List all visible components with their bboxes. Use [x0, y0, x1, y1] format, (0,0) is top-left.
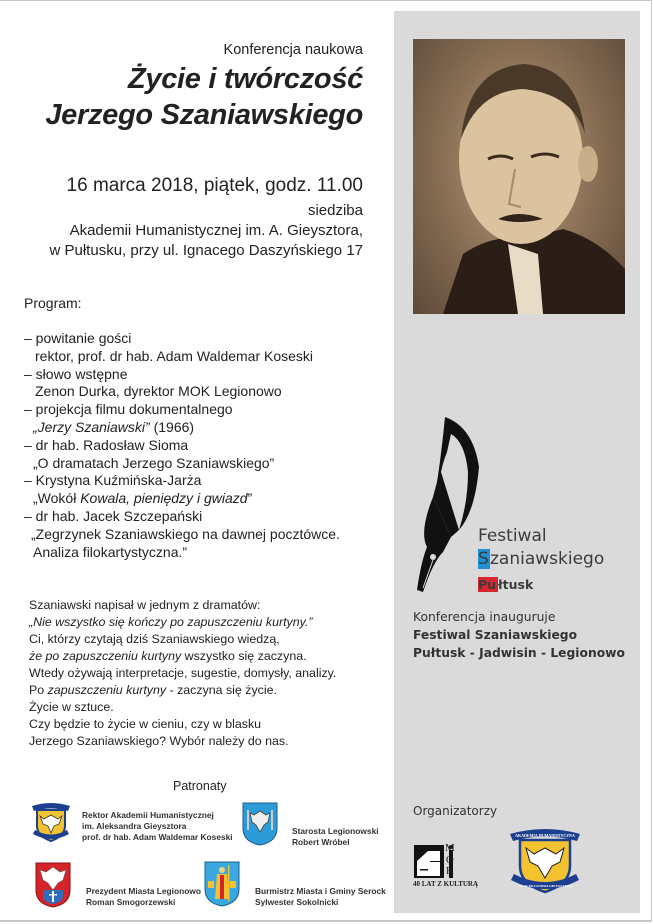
venue-line-2: Akademii Humanistycznej im. A. Gieysztora,	[69, 222, 363, 239]
mok-letter: O	[445, 853, 454, 866]
quote-italic: że po zapuszczeniu kurtyny	[29, 649, 182, 663]
festival-logo-line1: Festiwal	[478, 526, 547, 546]
quote-italic: „Nie wszystko się kończy po zapuszczeniu kurtyny.”	[29, 615, 313, 629]
quote-italic: zapuszczeniu kurtyny	[47, 683, 167, 697]
academy-ribbon-top: AKADEMIA HUMANISTYCZNA	[515, 833, 575, 838]
festival-logo-town: łtusk	[498, 577, 534, 592]
festival-logo-s: S	[478, 549, 489, 569]
program-item-detail: „O dramatach Jerzego Szaniawskiego”	[33, 454, 275, 471]
sidebar-line-3: Pułtusk - Jadwisin - Legionowo	[413, 646, 625, 660]
event-date: 16 marca 2018, piątek, godz. 11.00	[66, 175, 363, 196]
portrait-figure-icon	[413, 39, 625, 314]
program-item-title: – Krystyna Kuźmińska-Jarża	[24, 472, 202, 489]
talk-title-pre: „Wokół	[33, 490, 81, 507]
patron-line: Sylwester Sokolnicki	[255, 897, 339, 907]
academy-crest-icon	[30, 800, 72, 844]
academy-organizer-crest-icon	[508, 824, 582, 896]
program-item-title: – dr hab. Jacek Szczepański	[24, 507, 203, 524]
title-line-2: Jerzego Szaniawskiego	[45, 99, 363, 131]
patron-line: Roman Smogorzewski	[86, 897, 176, 907]
quote-text: Po	[29, 683, 48, 697]
talk-title-post: ”	[247, 490, 253, 507]
program-item-detail	[24, 490, 340, 508]
mok-letter: K	[445, 865, 454, 877]
quote-line: Czy będzie to życie w cieniu, czy w blasku	[29, 717, 262, 731]
program-item-title: – projekcja filmu dokumentalnego	[24, 401, 233, 418]
film-title: „Jerzy Szaniawski”	[33, 418, 150, 435]
patron-4	[255, 886, 386, 908]
quote-block	[29, 597, 336, 750]
program-label: Program:	[24, 295, 82, 311]
program-item-title: – powitanie gości	[24, 330, 132, 346]
quote-line	[29, 682, 336, 699]
patron-line: Robert Wróbel	[292, 837, 350, 847]
quote-line: Wtedy ożywają interpretacje, sugestie, domysły, analizy.	[29, 666, 337, 680]
serock-crest-icon	[204, 861, 240, 907]
quote-text: - zaczyna się życie.	[166, 683, 277, 697]
conference-type: Konferencja naukowa	[223, 42, 363, 58]
title-line-1: Życie i twórczość	[127, 63, 363, 95]
quote-line	[29, 614, 336, 631]
festival-logo-line3	[478, 577, 533, 592]
patron-line: Rektor Akademii Humanistycznej	[82, 810, 214, 820]
mok-caption: 40 LAT Z KULTURĄ	[413, 880, 479, 888]
program-item-detail: „Zegrzynek Szaniawskiego na dawnej pocztówce.	[31, 525, 340, 542]
county-crest-icon	[242, 802, 278, 846]
city-crest-icon	[35, 862, 71, 908]
patron-line: Starosta Legionowski	[292, 826, 379, 836]
program-list	[24, 330, 340, 561]
festival-logo-line2	[478, 549, 604, 569]
quote-text: wszystko się zaczyna.	[181, 649, 307, 663]
patron-line: prof. dr hab. Adam Waldemar Koseski	[82, 832, 233, 842]
quote-line: Szaniawski napisał w jednym z dramatów:	[29, 598, 261, 612]
quote-line: Życie w sztuce.	[29, 700, 114, 714]
talk-title-italic: Kowala, pieniędzy i gwiazd	[80, 490, 248, 507]
program-item-detail: Zenon Durka, dyrektor MOK Legionowo	[35, 383, 282, 400]
venue-line-1: siedziba	[307, 202, 363, 219]
quote-line: Ci, którzy czytają dziś Szaniawskiego wiedzą,	[29, 632, 280, 646]
patron-line: Prezydent Miasta Legionowo	[86, 886, 201, 896]
patron-1	[82, 810, 233, 843]
program-item-detail	[24, 419, 340, 437]
program-item-title: – dr hab. Radosław Sioma	[24, 436, 189, 453]
quote-line	[29, 648, 336, 665]
mok-letters	[445, 843, 455, 878]
quote-line: Jerzego Szaniawskiego? Wybór należy do nas.	[29, 734, 289, 748]
festival-logo-rest: zaniawskiego	[490, 549, 605, 569]
venue-line-3: w Pułtusku, przy ul. Ignacego Daszyńskiego 17	[49, 242, 363, 259]
patron-3	[86, 886, 201, 908]
patron-line: Burmistrz Miasta i Gminy Serock	[255, 886, 386, 896]
academy-ribbon-bottom: IM. ALEKSANDRA GIEYSZTORA	[517, 884, 573, 888]
patron-line: im. Aleksandra Gieysztora	[82, 821, 187, 831]
festival-logo-pu: Pu	[478, 577, 497, 592]
patronage-label: Patronaty	[173, 779, 227, 793]
film-year: (1966)	[149, 418, 195, 435]
program-item-detail: rektor, prof. dr hab. Adam Waldemar Koseski	[35, 347, 314, 364]
program-item-detail-2: Analiza filokartystyczna.”	[33, 543, 188, 560]
patron-2	[292, 826, 379, 848]
sidebar-line-1: Konferencja inauguruje	[413, 610, 556, 624]
mok-letter: M	[445, 842, 455, 854]
program-item-title: – słowo wstępne	[24, 365, 128, 382]
organizers-label: Organizatorzy	[413, 804, 498, 818]
sidebar-line-2: Festiwal Szaniawskiego	[413, 628, 578, 642]
portrait-photo	[413, 39, 625, 314]
pen-nib-logo-icon	[413, 412, 483, 594]
